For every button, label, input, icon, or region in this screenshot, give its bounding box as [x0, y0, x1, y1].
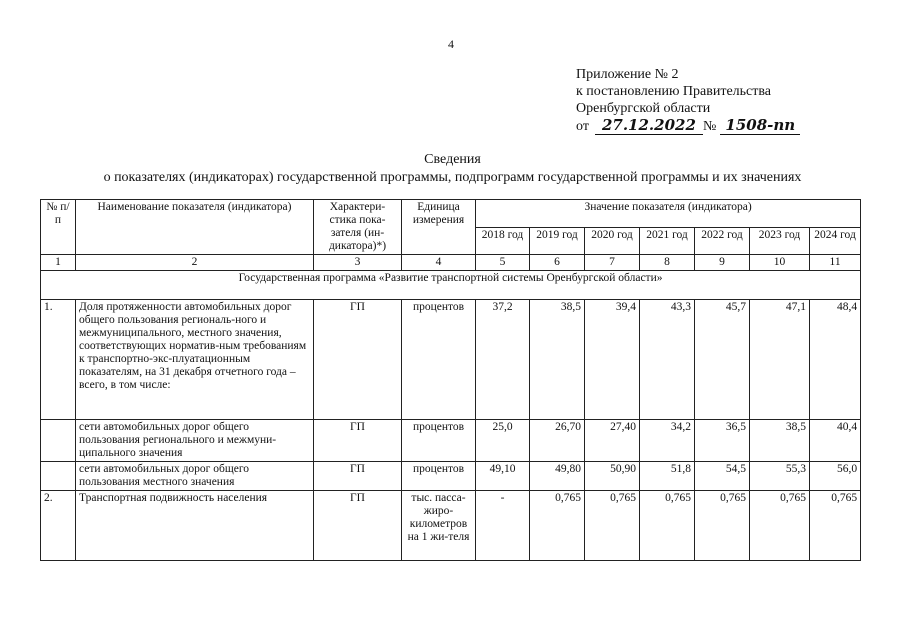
row-num: [41, 420, 76, 462]
header-unit: Единица измерения: [402, 200, 476, 255]
column-index: 4: [402, 255, 476, 271]
row-name: сети автомобильных дорог общего пользования местного значения: [76, 462, 314, 491]
row-value: 27,40: [585, 420, 640, 462]
row-unit: процентов: [402, 420, 476, 462]
page-number: 4: [448, 37, 454, 51]
section-row: [41, 271, 861, 300]
row-characteristic: ГП: [314, 420, 402, 462]
row-num: 1.: [41, 300, 76, 420]
number-label: №: [702, 119, 717, 134]
row-value: 48,4: [810, 300, 861, 420]
row-value: 0,765: [530, 491, 585, 561]
row-value: 0,765: [585, 491, 640, 561]
header-values-group: Значение показателя (индикатора): [476, 200, 861, 228]
row-num: 2.: [41, 491, 76, 561]
handwritten-number: 1508-пп: [720, 117, 800, 135]
header-row-1: [41, 200, 861, 228]
table-row: [41, 420, 861, 462]
appendix-resolution: к постановлению Правительства: [576, 84, 772, 99]
table-row: [41, 462, 861, 491]
column-index: 10: [750, 255, 810, 271]
header-characteristic: Характери-стика пока-зателя (ин-дикатора)*): [314, 200, 402, 255]
appendix-block: [576, 66, 800, 135]
row-value: 54,5: [695, 462, 750, 491]
row-unit: тыс. пасса-жиро-километров на 1 жи-теля: [402, 491, 476, 561]
indicators-table: [40, 199, 861, 561]
row-value: 49,80: [530, 462, 585, 491]
row-value: 50,90: [585, 462, 640, 491]
column-index: 11: [810, 255, 861, 271]
row-value: 49,10: [476, 462, 530, 491]
row-value: 47,1: [750, 300, 810, 420]
row-value: 55,3: [750, 462, 810, 491]
row-characteristic: ГП: [314, 300, 402, 420]
row-name: Доля протяженности автомобильных дорог общего пользования региональ-ного и межмуниципального, местного значения, соответствующих норматив-ным требованиям к транспортно-экс-плуатационным показателям, на 31 декабря отчетного года – всего, в том числе:: [76, 300, 314, 420]
column-index-row: [41, 255, 861, 271]
row-value: 45,7: [695, 300, 750, 420]
row-value: 26,70: [530, 420, 585, 462]
header-year: 2019 год: [530, 227, 585, 255]
row-value: 0,765: [750, 491, 810, 561]
column-index: 1: [41, 255, 76, 271]
from-label: от: [576, 119, 589, 134]
row-value: 38,5: [530, 300, 585, 420]
row-value: 40,4: [810, 420, 861, 462]
document-title: Сведения: [424, 152, 481, 167]
row-value: 56,0: [810, 462, 861, 491]
column-index: 2: [76, 255, 314, 271]
column-index: 6: [530, 255, 585, 271]
header-year: 2021 год: [640, 227, 695, 255]
column-index: 3: [314, 255, 402, 271]
table-row: [41, 491, 861, 561]
appendix-region: Оренбургской области: [576, 101, 711, 116]
row-unit: процентов: [402, 300, 476, 420]
row-value: 0,765: [640, 491, 695, 561]
header-year: 2018 год: [476, 227, 530, 255]
row-value: 25,0: [476, 420, 530, 462]
row-value: 43,3: [640, 300, 695, 420]
header-year: 2023 год: [750, 227, 810, 255]
row-unit: процентов: [402, 462, 476, 491]
row-value: 36,5: [695, 420, 750, 462]
document-subtitle: о показателях (индикаторах) государственной программы, подпрограмм государственной программы и их значениях: [103, 170, 802, 185]
row-value: 51,8: [640, 462, 695, 491]
row-value: 34,2: [640, 420, 695, 462]
appendix-date-line: [576, 117, 800, 135]
header-year: 2020 год: [585, 227, 640, 255]
row-value: 38,5: [750, 420, 810, 462]
column-index: 9: [695, 255, 750, 271]
row-name: сети автомобильных дорог общего пользования регионального и межмуни-ципального значения: [76, 420, 314, 462]
header-num: № п/п: [41, 200, 76, 255]
row-name: Транспортная подвижность населения: [76, 491, 314, 561]
row-characteristic: ГП: [314, 462, 402, 491]
appendix-title: Приложение № 2: [576, 67, 679, 82]
column-index: 5: [476, 255, 530, 271]
row-value: -: [476, 491, 530, 561]
column-index: 8: [640, 255, 695, 271]
row-value: 0,765: [695, 491, 750, 561]
header-year: 2022 год: [695, 227, 750, 255]
section-title: Государственная программа «Развитие транспортной системы Оренбургской области»: [41, 271, 861, 300]
row-value: 0,765: [810, 491, 861, 561]
handwritten-date: 27.12.2022: [595, 117, 703, 135]
column-index: 7: [585, 255, 640, 271]
row-characteristic: ГП: [314, 491, 402, 561]
header-year: 2024 год: [810, 227, 861, 255]
row-value: 39,4: [585, 300, 640, 420]
table-row: [41, 300, 861, 420]
row-value: 37,2: [476, 300, 530, 420]
row-num: [41, 462, 76, 491]
header-name: Наименование показателя (индикатора): [76, 200, 314, 255]
